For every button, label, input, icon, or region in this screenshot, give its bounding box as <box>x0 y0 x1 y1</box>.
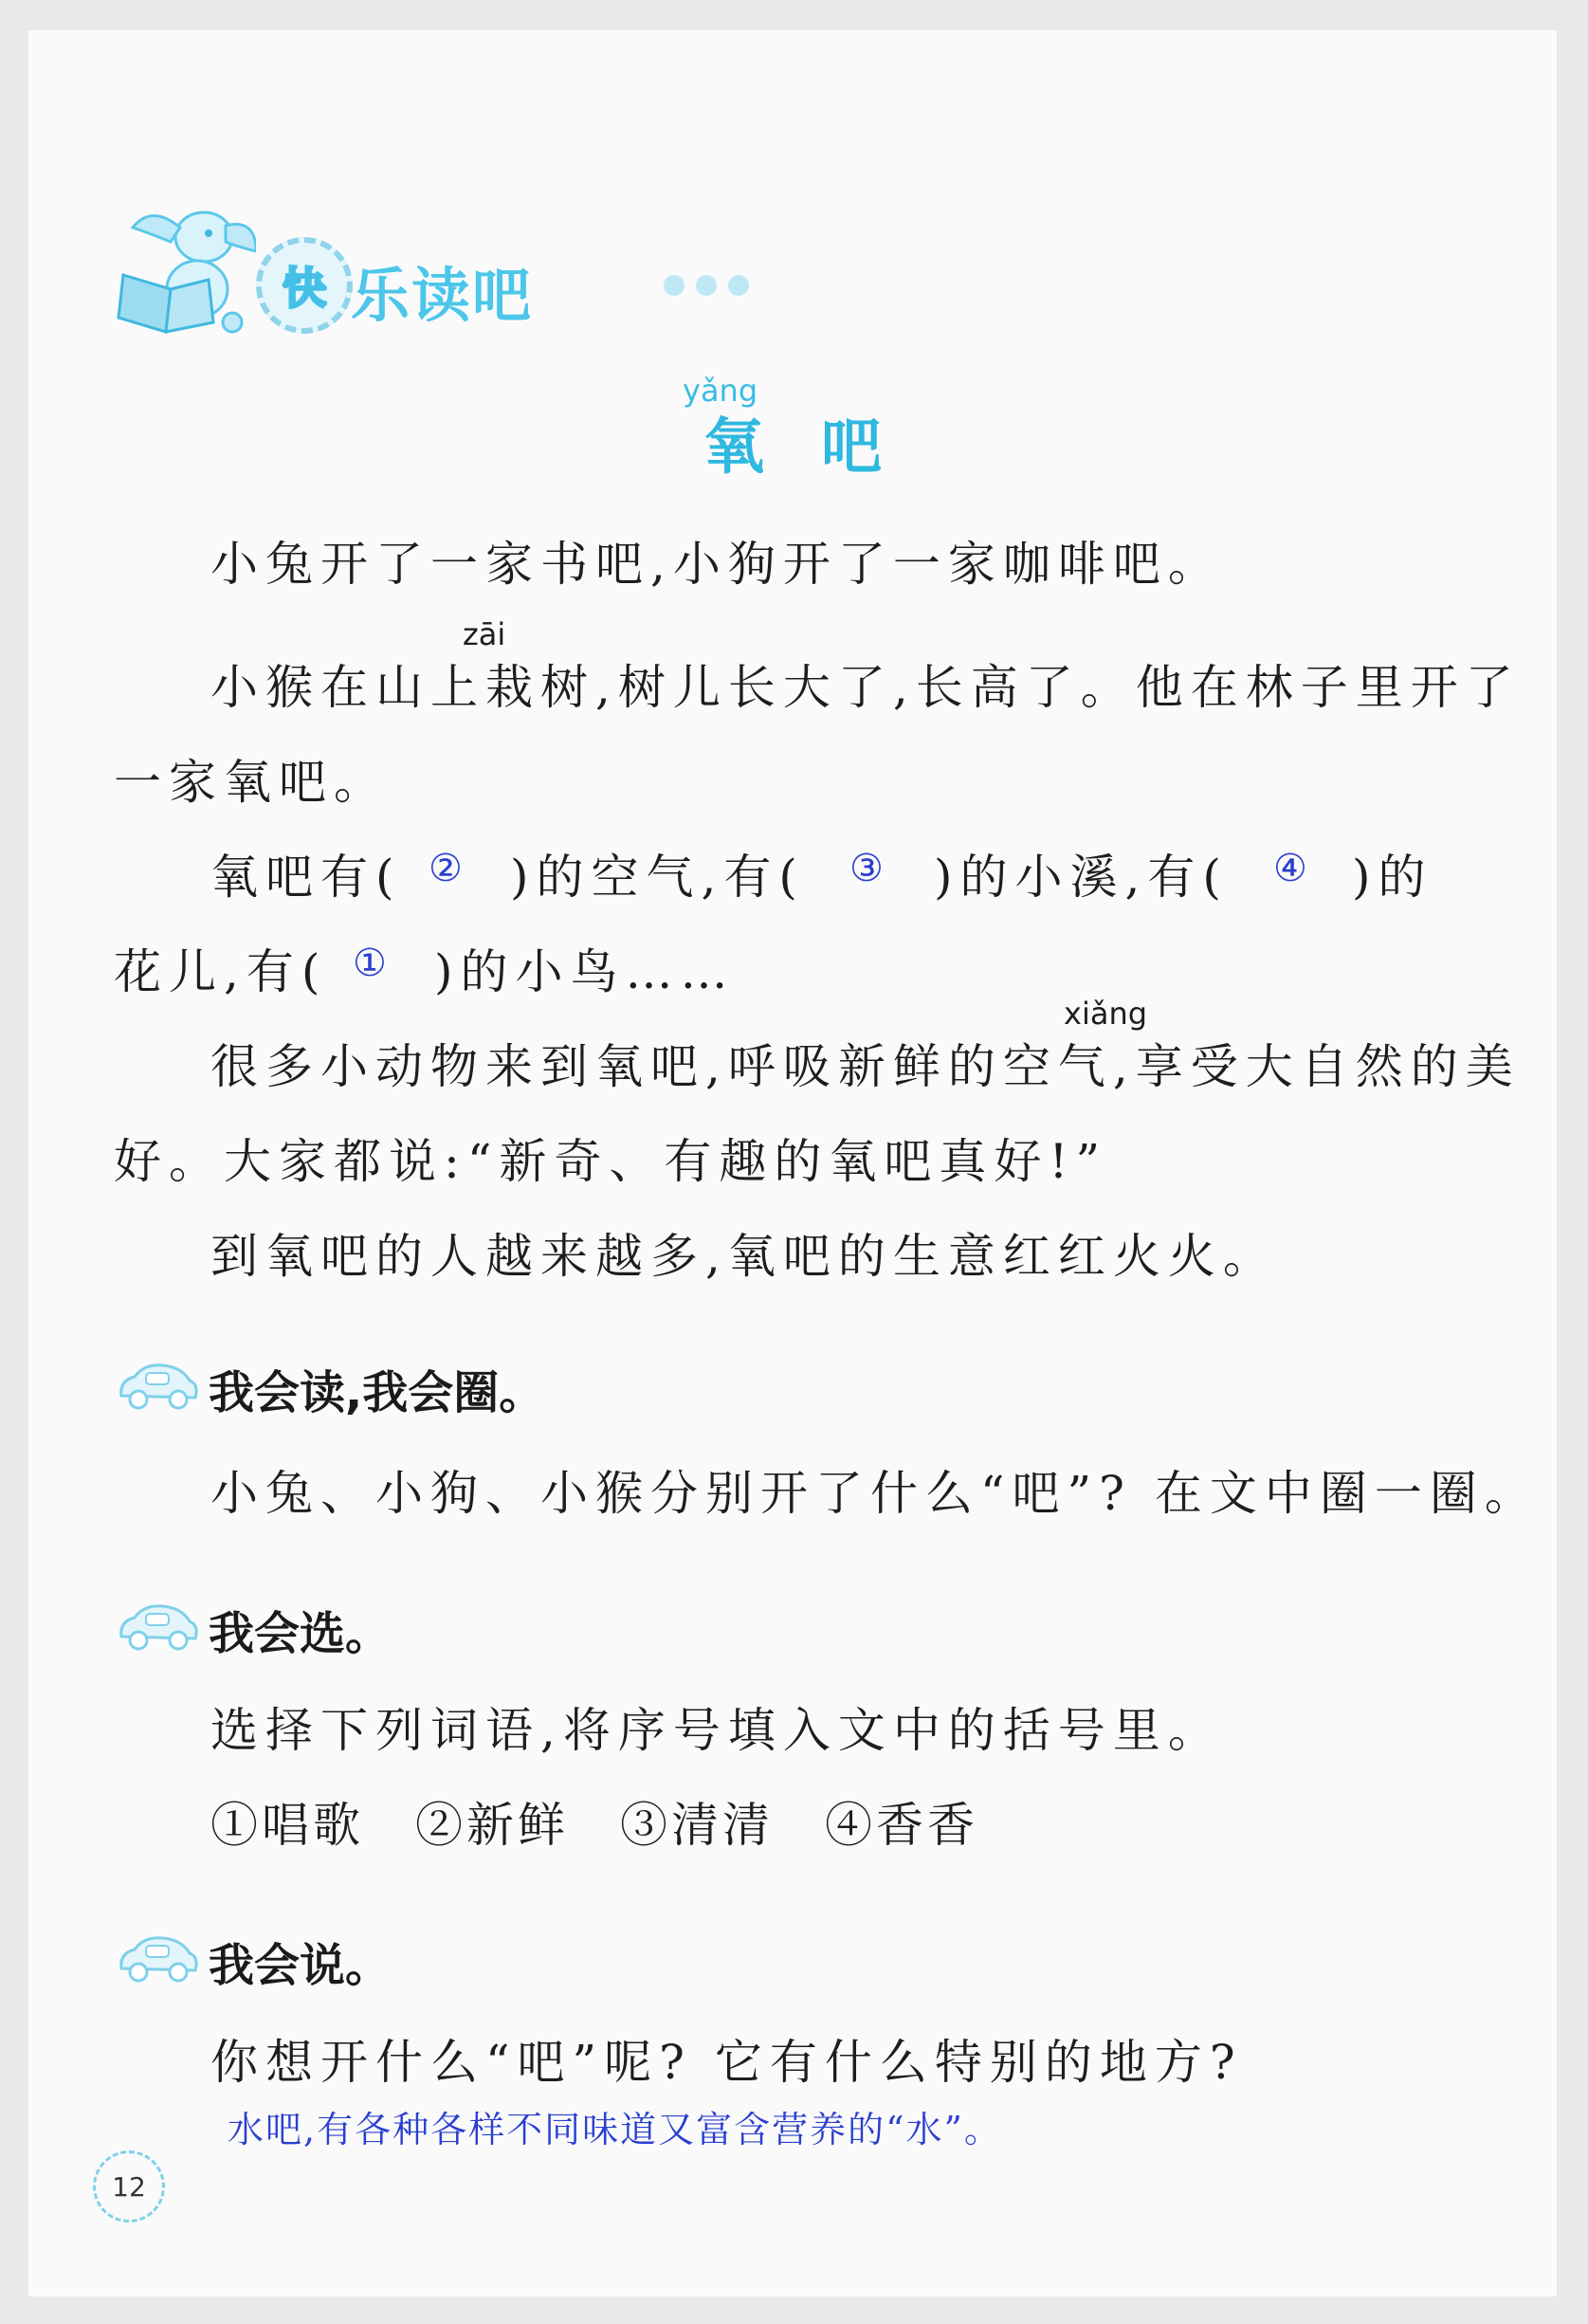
section-1-instruction: 小兔、小狗、小猴分别开了什么“吧”? 在文中圈一圈。 <box>210 1466 1540 1521</box>
dot <box>696 275 717 296</box>
pinyin-zai: zāi <box>463 616 506 652</box>
section-3-answer: 水吧,有各种各样不同味道又富含营养的“水”。 <box>228 2109 1002 2150</box>
story-paragraph-5: 到氧吧的人越来越多,氧吧的生意红红火火。 <box>210 1229 1278 1284</box>
header-badge: 快 <box>256 237 353 334</box>
story-paragraph-3-line-2-seg-b: )的小鸟…… <box>434 944 736 999</box>
header-dots <box>664 275 760 300</box>
section-title-choose: 我会选。 <box>209 1607 392 1660</box>
car-icon <box>116 1931 199 1985</box>
story-paragraph-3-seg-b: )的空气,有( <box>510 850 805 905</box>
dot <box>728 275 749 296</box>
story-paragraph-2-line-1: 小猴在山上栽树,树儿长大了,长高了。他在林子里开了 <box>210 660 1521 715</box>
story-paragraph-3-seg-a: 氧吧有( <box>210 850 402 905</box>
story-paragraph-3-seg-d: )的 <box>1352 850 1433 905</box>
story-paragraph-1: 小兔开了一家书吧,小狗开了一家咖啡吧。 <box>210 537 1223 592</box>
section-2-options: ①唱歌 ②新鲜 ③清清 ④香香 <box>210 1798 978 1853</box>
reading-dog-icon <box>114 199 256 341</box>
section-header-logo <box>114 199 796 341</box>
story-paragraph-2-line-2: 一家氧吧。 <box>114 755 389 810</box>
story-paragraph-4-line-2: 好。大家都说:“新奇、有趣的氧吧真好!” <box>114 1134 1108 1189</box>
page-number: 12 <box>93 2150 165 2223</box>
story-title: 氧吧 <box>703 412 939 483</box>
answer-blank-2: ③ <box>849 847 884 890</box>
answer-blank-1: ② <box>429 847 463 890</box>
section-title-read-circle: 我会读,我会圈。 <box>209 1366 545 1419</box>
answer-blank-3: ④ <box>1273 847 1307 890</box>
dot <box>664 275 684 296</box>
title-pinyin: yǎng <box>683 373 758 409</box>
answer-blank-4: ① <box>353 942 387 985</box>
section-2-instruction: 选择下列词语,将序号填入文中的括号里。 <box>210 1703 1223 1758</box>
pinyin-xiang: xiǎng <box>1064 996 1148 1032</box>
car-icon <box>116 1358 199 1413</box>
story-paragraph-3-line-2-seg-a: 花儿,有( <box>114 944 328 999</box>
section-title-speak: 我会说。 <box>209 1939 392 1992</box>
header-title: 乐读吧 <box>351 261 534 330</box>
story-paragraph-4-line-1: 很多小动物来到氧吧,呼吸新鲜的空气,享受大自然的美 <box>210 1039 1521 1094</box>
car-icon <box>116 1599 199 1654</box>
story-paragraph-3-seg-c: )的小溪,有( <box>934 850 1229 905</box>
section-3-question: 你想开什么“吧”呢? 它有什么特别的地方? <box>210 2035 1243 2090</box>
